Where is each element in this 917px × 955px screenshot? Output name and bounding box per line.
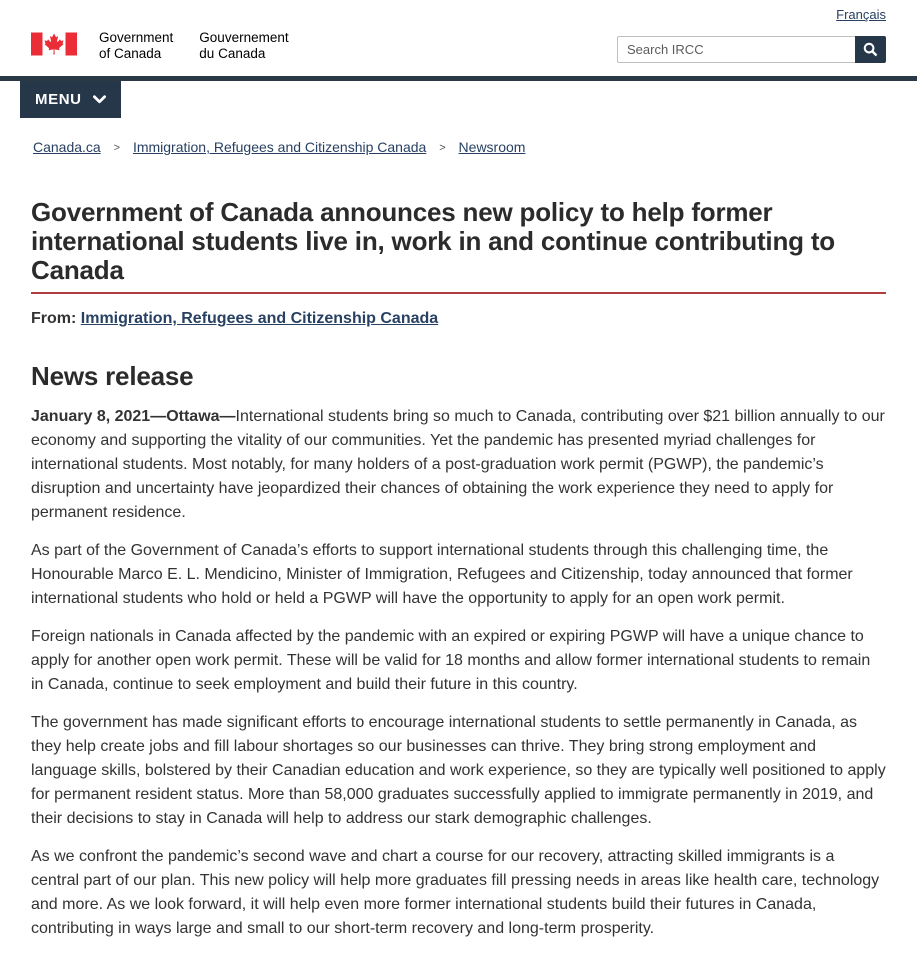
signature-fr-line2: du Canada	[199, 46, 266, 61]
header-top-row	[31, 6, 886, 23]
chevron-down-icon	[93, 95, 106, 104]
menu-button-label: MENU	[35, 91, 82, 108]
language-toggle-link[interactable]: Français	[836, 7, 886, 22]
dateline: January 8, 2021—Ottawa—	[31, 408, 236, 426]
signature-english	[99, 30, 173, 62]
from-label: From:	[31, 310, 77, 328]
page-title: Government of Canada announces new policy to help former international students live in, work in and continue contributing to Canada	[31, 198, 886, 294]
breadcrumb-link-canada-ca[interactable]: Canada.ca	[33, 139, 101, 155]
signature-text	[99, 30, 289, 62]
paragraph: The government has made significant efforts to encourage international students to settle permanently in Canada, as they help create jobs and fill labour shortages so our businesses can thrive. They bring strong employment and language skills, bolstered by their Canadian education and work experience, so they are typically well positioned to apply for permanent resident status. More than 58,000 graduates successfully applied to immigrate permanently in 2019, and their decisions to stay in Canada will help to address our stark demographic challenges.	[31, 714, 886, 828]
site-search	[617, 36, 886, 63]
section-heading: News release	[31, 361, 194, 392]
breadcrumb-separator: >	[113, 142, 121, 154]
article	[0, 198, 917, 941]
signature-french	[199, 30, 288, 62]
breadcrumb	[0, 118, 917, 155]
paragraph: As part of the Government of Canada’s efforts to support international students through this challenging time, the Honourable Marco E. L. Mendicino, Minister of Immigration, Refugees and Citizenship, today announced that former international students who hold or held a PGWP will have the opportunity to apply for an open work permit.	[31, 542, 853, 608]
signature-en-line1: Government	[99, 30, 174, 45]
government-of-canada-signature[interactable]	[31, 30, 289, 63]
signature-en-line2: of Canada	[99, 46, 162, 61]
search-button[interactable]	[855, 36, 886, 63]
search-icon	[863, 42, 878, 57]
menu-button[interactable]	[20, 81, 121, 118]
paragraph: Foreign nationals in Canada affected by the pandemic with an expired or expiring PGWP will have a unique chance to apply for another open work permit. These will be valid for 18 months and allow former international students to remain in Canada, continue to seek employment and build their future in this country.	[31, 628, 871, 694]
breadcrumb-link-newsroom[interactable]: Newsroom	[458, 139, 526, 155]
from-department-link[interactable]: Immigration, Refugees and Citizenship Canada	[80, 310, 439, 328]
canada-flag-icon	[31, 32, 77, 56]
menu-row	[0, 81, 917, 118]
site-header	[0, 0, 917, 76]
header-main-row	[31, 30, 886, 63]
signature-fr-line1: Gouvernement	[199, 30, 289, 45]
paragraph: As we confront the pandemic’s second wave and chart a course for our recovery, attracting skilled immigrants is a central part of our plan. This new policy will help more graduates fill pressing needs in areas like health care, technology and more. As we look forward, it will help even more former international students build their futures in Canada, contributing in ways large and small to our short-term recovery and long-term prosperity.	[31, 848, 880, 938]
breadcrumb-link-ircc[interactable]: Immigration, Refugees and Citizenship Canada	[132, 139, 427, 155]
from-line	[31, 310, 886, 328]
breadcrumb-separator: >	[439, 142, 446, 154]
paragraph: January 8, 2021—Ottawa—International students bring so much to Canada, contributing over $21 billion annually to our economy and supporting the vitality of our communities. Yet the pandemic has presented myriad challenges for international students. Most notably, for many holders of a post-graduation work permit (PGWP), the pandemic’s disruption and uncertainty have jeopardized their chances of obtaining the work experience they need to apply for permanent residence.	[31, 408, 885, 522]
search-input[interactable]	[617, 36, 855, 63]
